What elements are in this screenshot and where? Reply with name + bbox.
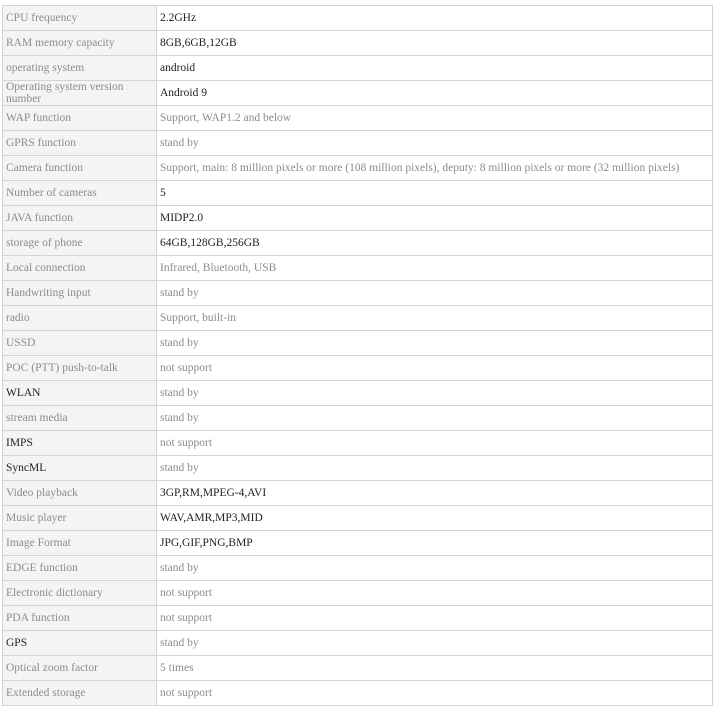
spec-row <box>3 431 713 456</box>
spec-label: Handwriting input <box>3 281 157 306</box>
spec-row <box>3 206 713 231</box>
spec-row <box>3 606 713 631</box>
spec-label: Electronic dictionary <box>3 581 157 606</box>
spec-label: Camera function <box>3 156 157 181</box>
spec-value: stand by <box>157 331 713 356</box>
spec-label: WLAN <box>3 381 157 406</box>
spec-label: Optical zoom factor <box>3 656 157 681</box>
spec-row <box>3 231 713 256</box>
spec-row <box>3 681 713 706</box>
spec-row <box>3 556 713 581</box>
spec-value: Android 9 <box>157 81 713 106</box>
spec-row <box>3 381 713 406</box>
spec-label: operating system <box>3 56 157 81</box>
spec-value: stand by <box>157 556 713 581</box>
spec-row <box>3 656 713 681</box>
spec-value: 5 <box>157 181 713 206</box>
spec-value: Support, main: 8 million pixels or more (108 million pixels), deputy: 8 million pixels or more (32 million pixels) <box>157 156 713 181</box>
spec-label: GPRS function <box>3 131 157 156</box>
spec-label: Local connection <box>3 256 157 281</box>
spec-value: not support <box>157 581 713 606</box>
spec-value: stand by <box>157 456 713 481</box>
spec-row <box>3 6 713 31</box>
spec-row <box>3 406 713 431</box>
spec-row <box>3 356 713 381</box>
spec-table <box>2 5 713 706</box>
spec-row <box>3 281 713 306</box>
spec-row <box>3 631 713 656</box>
spec-row <box>3 456 713 481</box>
spec-label: SyncML <box>3 456 157 481</box>
spec-label: JAVA function <box>3 206 157 231</box>
spec-row <box>3 56 713 81</box>
spec-row <box>3 331 713 356</box>
spec-row <box>3 156 713 181</box>
spec-value: WAV,AMR,MP3,MID <box>157 506 713 531</box>
spec-label: Number of cameras <box>3 181 157 206</box>
spec-value: JPG,GIF,PNG,BMP <box>157 531 713 556</box>
spec-value: stand by <box>157 631 713 656</box>
spec-label: Extended storage <box>3 681 157 706</box>
spec-value: 3GP,RM,MPEG-4,AVI <box>157 481 713 506</box>
spec-row <box>3 131 713 156</box>
spec-label: USSD <box>3 331 157 356</box>
spec-label: WAP function <box>3 106 157 131</box>
spec-label: Music player <box>3 506 157 531</box>
spec-label: Operating system version number <box>3 81 157 106</box>
spec-value: not support <box>157 431 713 456</box>
spec-row <box>3 31 713 56</box>
spec-value: stand by <box>157 406 713 431</box>
spec-value: 5 times <box>157 656 713 681</box>
spec-value: not support <box>157 356 713 381</box>
spec-value: MIDP2.0 <box>157 206 713 231</box>
spec-value: Support, WAP1.2 and below <box>157 106 713 131</box>
spec-value: stand by <box>157 281 713 306</box>
spec-row <box>3 181 713 206</box>
spec-label: radio <box>3 306 157 331</box>
spec-row <box>3 256 713 281</box>
spec-label: GPS <box>3 631 157 656</box>
spec-row <box>3 506 713 531</box>
spec-value: 2.2GHz <box>157 6 713 31</box>
spec-label: stream media <box>3 406 157 431</box>
spec-label: CPU frequency <box>3 6 157 31</box>
spec-label: RAM memory capacity <box>3 31 157 56</box>
spec-row <box>3 106 713 131</box>
spec-label: Video playback <box>3 481 157 506</box>
spec-value: Support, built-in <box>157 306 713 331</box>
spec-label: storage of phone <box>3 231 157 256</box>
spec-value: 64GB,128GB,256GB <box>157 231 713 256</box>
spec-value: Infrared, Bluetooth, USB <box>157 256 713 281</box>
spec-value: not support <box>157 681 713 706</box>
spec-row <box>3 531 713 556</box>
spec-value: 8GB,6GB,12GB <box>157 31 713 56</box>
spec-value: stand by <box>157 131 713 156</box>
spec-row <box>3 81 713 106</box>
spec-row <box>3 481 713 506</box>
spec-row <box>3 306 713 331</box>
spec-value: stand by <box>157 381 713 406</box>
spec-label: Image Format <box>3 531 157 556</box>
spec-label: IMPS <box>3 431 157 456</box>
spec-table-body <box>3 6 713 706</box>
spec-value: android <box>157 56 713 81</box>
spec-row <box>3 581 713 606</box>
spec-label: POC (PTT) push-to-talk <box>3 356 157 381</box>
spec-label: PDA function <box>3 606 157 631</box>
spec-label: EDGE function <box>3 556 157 581</box>
spec-value: not support <box>157 606 713 631</box>
